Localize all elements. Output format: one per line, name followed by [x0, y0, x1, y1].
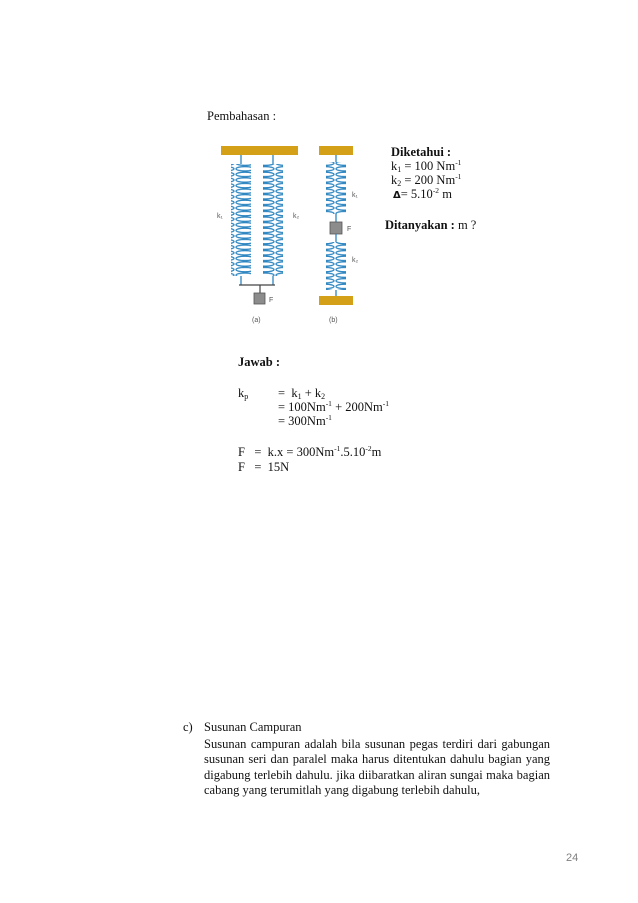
label-b: (b)	[329, 317, 338, 324]
section-heading: Pembahasan :	[207, 109, 277, 123]
given-k1: $k_1 = 100$ $Nm^{-1}$	[391, 158, 462, 174]
label-f-b: F	[347, 226, 352, 233]
kp-line-3: = $300Nm^{-1}$	[278, 413, 332, 428]
spring-figure	[215, 138, 365, 330]
kp-label: $k_p$	[238, 386, 249, 401]
section-c-title: Susunan Campuran	[204, 720, 302, 734]
given-k2: $k_2 = 200$ $Nm^{-1}$	[391, 172, 462, 188]
top-bar-a	[221, 146, 298, 155]
label-a: (a)	[252, 317, 261, 324]
delta-symbol: Δ	[393, 190, 401, 201]
label-k2-b: k₂	[352, 257, 359, 264]
label-k1-b: k₁	[352, 192, 358, 199]
label-k2-a: k₂	[293, 213, 300, 220]
label-f-a: F	[269, 297, 274, 304]
label-k1-a: k₁	[217, 213, 223, 220]
diketahui-title: Diketahui :	[391, 145, 452, 159]
section-c-marker: c)	[183, 720, 193, 734]
weight-a	[254, 293, 265, 304]
top-bar-b	[319, 146, 353, 155]
spring-k2-a	[263, 164, 283, 276]
kp-line-2: = $100Nm^{-1} + 200Nm^{-1}$	[278, 399, 389, 414]
page-number: 24	[566, 852, 579, 864]
given-dx: $\Delta= 5.10^{-2}$ m	[393, 186, 452, 201]
f-line-2: F = 15N	[238, 460, 290, 474]
spring-k1-b	[326, 162, 346, 214]
weight-b	[330, 222, 342, 234]
spring-k2-b	[326, 242, 346, 290]
section-c-paragraph: Susunan campuran adalah bila susunan pegas terdiri dari gabungan susunan seri dan paralel maka harus ditentukan dahulu bagian yang digabung terlebih dahulu. jika diibaratkan aliran sungai maka bagian cabang yang terumitlah yang digabung terlebih dahulu,	[204, 737, 550, 797]
f-line-1: F = $k.x = 300Nm^{-1}.5.10^{-2}m$	[238, 444, 382, 459]
bottom-bar-b	[319, 296, 353, 305]
kp-line-1: = $k_1 + k_2$	[278, 386, 326, 401]
jawab-title: Jawab :	[238, 355, 281, 369]
ditanyakan: Ditanyakan : m ?	[385, 218, 477, 232]
spring-k1-a	[231, 164, 251, 276]
